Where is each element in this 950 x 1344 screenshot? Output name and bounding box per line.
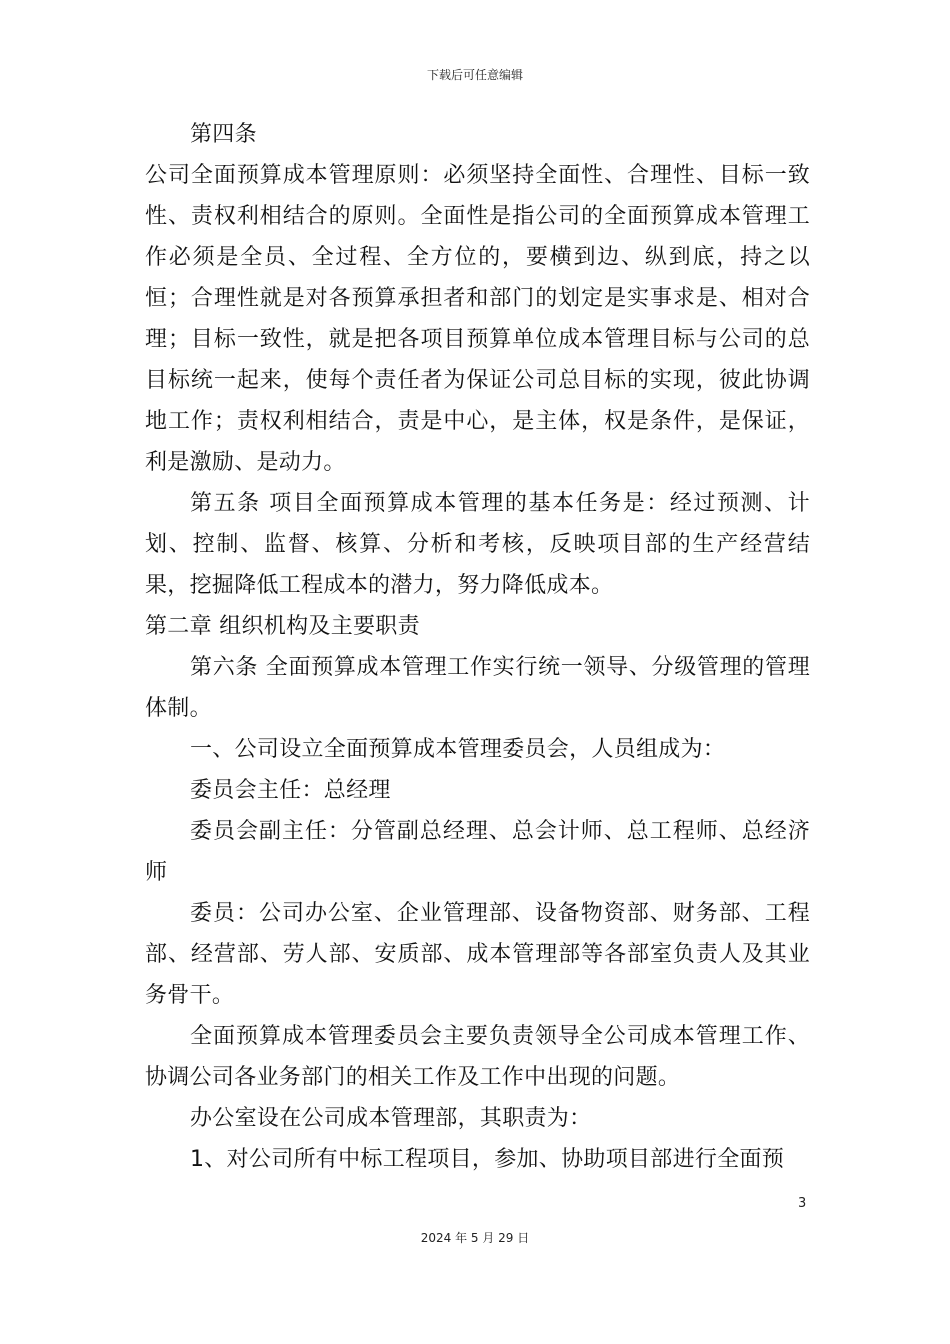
article-5-text: 第五条 项目全面预算成本管理的基本任务是：经过预测、计划、控制、监督、核算、分析和考核，反映项目部的生产经营结果，挖掘降低工程成本的潜力，努力降低成本。 [145,491,810,598]
office-duty-1: 1、对公司所有中标工程项目，参加、协助项目部进行全面预 [190,1147,785,1172]
page-header: 下载后可任意编辑 [426,68,523,82]
article-6-text: 第六条 全面预算成本管理工作实行统一领导、分级管理的管理体制。 [145,655,810,721]
committee-vice-chair: 委员会副主任：分管副总经理、总会计师、总工程师、总经济师 [145,819,810,885]
committee-chair: 委员会主任：总经理 [190,778,391,803]
page-footer-date: 2024 年 5 月 29 日 [420,1231,530,1245]
office-intro: 办公室设在公司成本管理部，其职责为： [190,1106,592,1131]
committee-duty: 全面预算成本管理委员会主要负责领导全公司成本管理工作、协调公司各业务部门的相关工作及工作中出现的问题。 [145,1024,810,1090]
page-number: 3 [798,1196,807,1211]
committee-members: 委员：公司办公室、企业管理部、设备物资部、财务部、工程部、经营部、劳人部、安质部、成本管理部等各部室负责人及其业务骨干。 [145,901,810,1008]
article-4-heading: 第四条 [190,122,257,147]
article-4-text: 公司全面预算成本管理原则：必须坚持全面性、合理性、目标一致性、责权利相结合的原则。全面性是指公司的全面预算成本管理工作必须是全员、全过程、全方位的，要横到边、纵到底，持之以恒；合理性就是对各预算承担者和部门的划定是实事求是、相对合理；目标一致性，就是把各项目预算单位成本管理目标与公司的总目标统一起来，使每个责任者为保证公司总目标的实现，彼此协调地工作；责权利相结合，责是中心，是主体，权是条件，是保证，利是激励、是动力。 [145,163,810,475]
document-body [145,114,810,1180]
committee-intro: 一、公司设立全面预算成本管理委员会，人员组成为： [190,737,726,762]
chapter-2-heading: 第二章 组织机构及主要职责 [145,614,420,639]
